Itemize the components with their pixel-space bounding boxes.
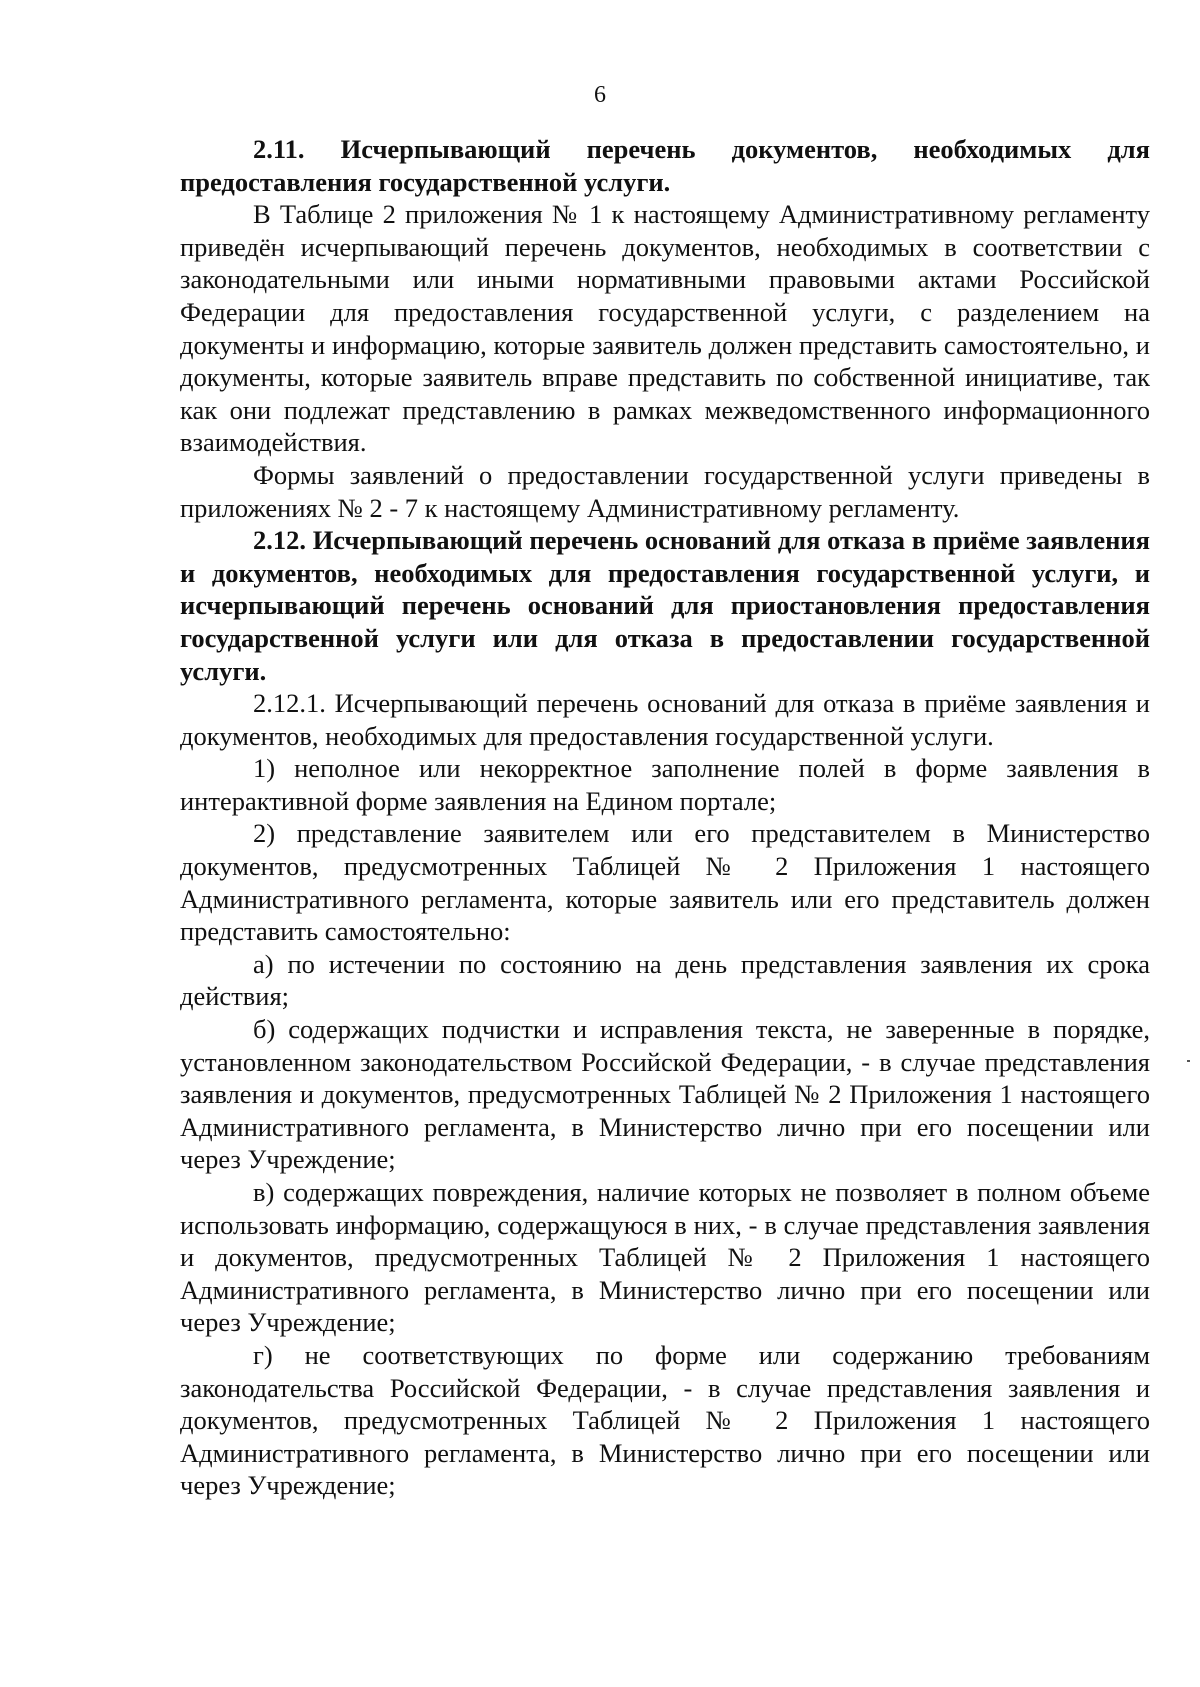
list-item-b: б) содержащих подчистки и исправления текста, не заверенные в порядке, установленном законодательством Российской Федерации, - в случае представления заявления и документов, предусмотренных Таблицей № 2 Приложения 1 настоящего Административного регламента, в Министерство лично при его посещении или через Учреждение;	[180, 1014, 1150, 1175]
list-item-2: 2) представление заявителем или его представителем в Министерство документов, предусмотренных Таблицей № 2 Приложения 1 настоящего Административного регламента, которые заявитель или его представитель должен представить самостоятельно:	[180, 818, 1150, 947]
paragraph-table-2-reference: В Таблице 2 приложения № 1 к настоящему Административному регламенту приведён исчерпывающий перечень документов, необходимых в соответствии с законодательными или иными нормативными правовыми актами Российской Федерации для предоставления государственной услуги, с разделением на документы и информацию, которые заявитель должен представить самостоятельно, и документы, которые заявитель вправе представить по собственной инициативе, так как они подлежат представлению в рамках межведомственного информационного взаимодействия.	[180, 199, 1150, 458]
section-heading-2-12: 2.12. Исчерпывающий перечень оснований для отказа в приёме заявления и документов, необходимых для предоставления государственной услуги, и исчерпывающий перечень оснований для приостановления предоставления государственной услуги или для отказа в предоставлении государственной услуги.	[180, 525, 1150, 686]
page-number: 6	[594, 82, 606, 108]
paragraph-application-forms: Формы заявлений о предоставлении государственной услуги приведены в приложениях № 2 - 7 к настоящему Административному регламенту.	[180, 459, 1150, 523]
list-item-1: 1) неполное или некорректное заполнение полей в форме заявления в интерактивной форме заявления на Едином портале;	[180, 753, 1150, 816]
paragraph-2-12-1: 2.12.1. Исчерпывающий перечень оснований для отказа в приёме заявления и документов, необходимых для предоставления государственной услуги.	[180, 688, 1150, 751]
list-item-g: г) не соответствующих по форме или содержанию требованиям законодательства Российской Федерации, - в случае представления заявления и документов, предусмотренных Таблицей № 2 Приложения 1 настоящего Административного регламента, в Министерство лично при его посещении или через Учреждение;	[180, 1339, 1150, 1501]
scan-edge-mark	[1187, 1060, 1190, 1062]
list-item-a: а) по истечении по состоянию на день представления заявления их срока действия;	[180, 948, 1150, 1012]
document-body	[180, 133, 1150, 1502]
list-item-v: в) содержащих повреждения, наличие которых не позволяет в полном объеме использовать информацию, содержащуюся в них, - в случае представления заявления и документов, предусмотренных Таблицей № 2 Приложения 1 настоящего Административного регламента, в Министерство лично при его посещении или через Учреждение;	[180, 1177, 1150, 1338]
section-heading-2-11: 2.11. Исчерпывающий перечень документов, необходимых для предоставления государственной услуги.	[180, 134, 1150, 197]
